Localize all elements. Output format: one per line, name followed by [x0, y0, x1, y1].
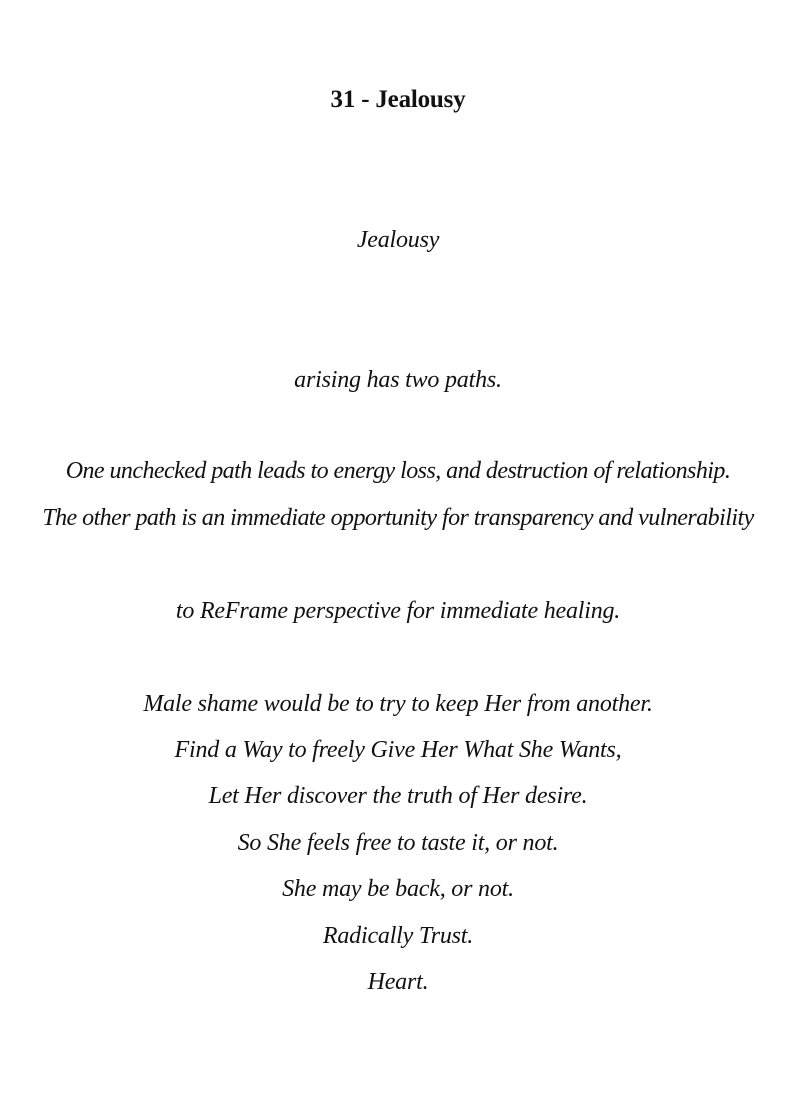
- poem-line: Radically Trust.: [322, 923, 474, 949]
- poem-subtitle: Jealousy: [356, 227, 440, 253]
- poem-line: Find a Way to freely Give Her What She Wants,: [174, 737, 622, 763]
- poem-line: Heart.: [367, 969, 429, 995]
- poem-line: She may be back, or not.: [282, 876, 514, 902]
- poem-line: So She feels free to taste it, or not.: [237, 830, 559, 856]
- poem-line: Male shame would be to try to keep Her from another.: [143, 691, 653, 717]
- page-title: 31 - Jealousy: [330, 86, 466, 113]
- poem-line: One unchecked path leads to energy loss, and destruction of relationship.: [65, 458, 731, 484]
- poem-line: arising has two paths.: [294, 367, 502, 393]
- poem-line: to ReFrame perspective for immediate healing.: [175, 598, 621, 624]
- poem-line: The other path is an immediate opportunity for transparency and vulnerability: [42, 505, 754, 531]
- poem-line: Let Her discover the truth of Her desire.: [208, 783, 588, 809]
